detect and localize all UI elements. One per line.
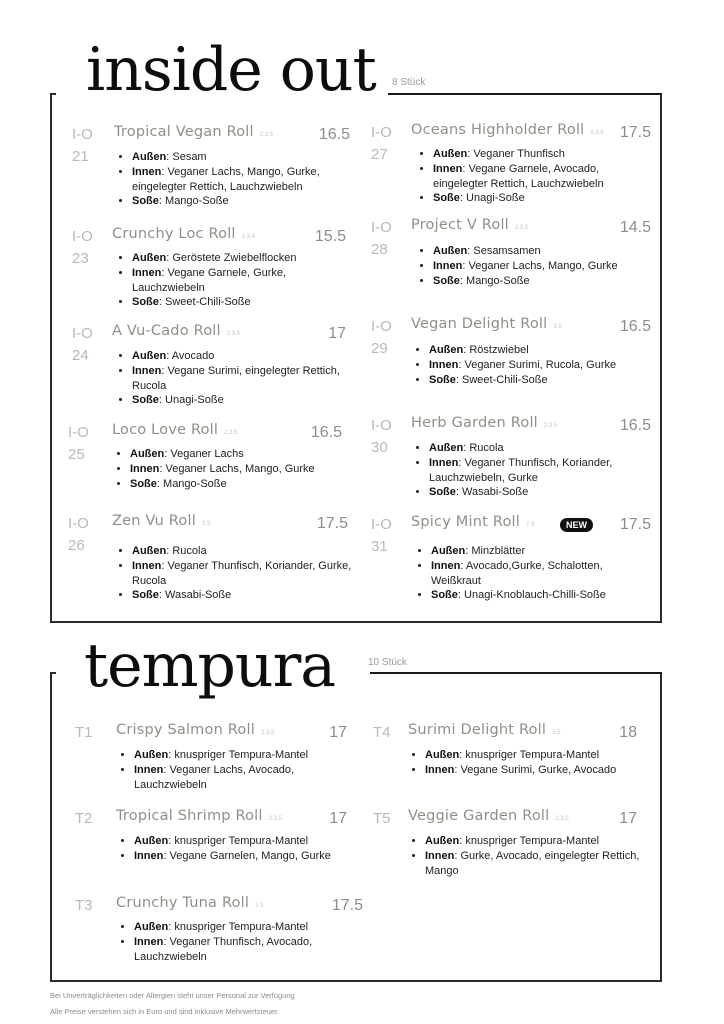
item-price: 17: [619, 810, 637, 827]
allergen-codes: 2.3.5: [259, 132, 274, 138]
ingredient-outside: • Außen: knuspriger Tempura-Mantel: [134, 748, 354, 763]
item-code: T1: [75, 724, 93, 741]
item-code: [371, 217, 407, 261]
ingredient-list: [409, 748, 665, 778]
ingredient-list: [413, 343, 669, 387]
code-number: 25: [68, 446, 85, 463]
allergen-codes: 2.3.5: [590, 130, 604, 136]
ingredient-inside: • Innen: Veganer Thunfisch, Koriander, Gurke, Rucola: [132, 559, 352, 589]
menu-item-io-23: [72, 226, 352, 316]
code-prefix: I-O: [68, 424, 89, 441]
ingredient-sauce: • Soße: Unagi-Knoblauch-Chilli-Soße: [431, 588, 651, 603]
item-price: 16.5: [318, 126, 350, 143]
menu-item-t1: [75, 722, 355, 802]
ingredient-inside: • Innen: Veganer Lachs, Avocado, Lauchzwiebeln: [134, 763, 354, 793]
code-prefix: I-O: [371, 219, 392, 236]
ingredient-list: [116, 349, 342, 408]
ingredient-sauce: • Soße: Unagi-Soße: [433, 191, 653, 206]
allergen-codes: 2.3.5: [224, 430, 238, 436]
allergen-codes: 2.3.5: [226, 331, 241, 337]
allergen-codes: 3.5: [552, 730, 561, 736]
ingredient-outside: • Außen: Rucola: [429, 441, 659, 456]
ingredient-sauce: • Soße: Unagi-Soße: [132, 393, 342, 408]
ingredient-inside: • Innen: Veganer Lachs, Mango, Gurke: [130, 462, 360, 477]
menu-item-io-28: [371, 217, 655, 297]
ingredient-outside: • Außen: knuspriger Tempura-Mantel: [134, 920, 354, 935]
allergen-codes: 2.3.5: [268, 816, 283, 822]
ingredient-sauce: • Soße: Wasabi-Soße: [429, 485, 659, 500]
ingredient-outside: • Außen: Veganer Thunfisch: [433, 147, 653, 162]
item-price: 17.5: [619, 516, 651, 533]
code-prefix: I-O: [72, 325, 93, 342]
item-name: Project V Roll: [411, 217, 509, 233]
piece-count-inside-out: 8 Stück: [392, 77, 426, 88]
ingredient-inside: • Innen: Veganer Thunfisch, Avocado, Lauchzwiebeln: [134, 935, 354, 965]
code-prefix: I-O: [371, 124, 392, 141]
item-name: Surimi Delight Roll: [408, 722, 547, 738]
item-name: Crispy Salmon Roll: [116, 722, 255, 738]
item-code: [371, 316, 407, 360]
menu-item-io-27: [371, 122, 655, 212]
ingredient-outside: • Außen: knuspriger Tempura-Mantel: [425, 834, 645, 849]
item-name: Loco Love Roll: [112, 422, 219, 438]
item-name: Oceans Highholder Roll: [411, 122, 585, 138]
item-code: [72, 124, 108, 168]
frame-top-line: [370, 672, 662, 674]
frame-corner: [50, 672, 56, 674]
item-code: T3: [75, 897, 93, 914]
ingredient-list: [116, 150, 352, 209]
ingredient-outside: • Außen: Sesamsamen: [433, 244, 663, 259]
ingredient-list: [118, 748, 354, 792]
code-number: 28: [371, 241, 388, 258]
frame-corner: [50, 93, 56, 95]
ingredient-list: [116, 251, 342, 310]
ingredient-outside: • Außen: Sesam: [132, 150, 352, 165]
item-code: T5: [373, 810, 391, 827]
frame-top-line: [388, 93, 662, 95]
code-number: 26: [68, 537, 85, 554]
ingredient-outside: • Außen: Geröstete Zwiebelflocken: [132, 251, 342, 266]
code-number: 27: [371, 146, 388, 163]
ingredient-list: [417, 244, 663, 288]
ingredient-inside: • Innen: Vegane Garnele, Avocado, eingelegter Rettich, Lauchzwiebeln: [433, 162, 653, 192]
code-number: 24: [72, 347, 89, 364]
ingredient-sauce: • Soße: Mango-Soße: [433, 274, 663, 289]
price-notice: Alle Preise verstehen sich in Euro und sind inklusive Mehrwertsteuer.: [50, 1007, 280, 1016]
menu-item-t3: [75, 895, 365, 975]
item-name: Zen Vu Roll: [112, 513, 196, 529]
allergy-notice: Bei Unverträglichkeiten oder Allergien steht unser Personal zur Verfügung: [50, 991, 295, 1000]
ingredient-inside: • Innen: Veganer Lachs, Mango, Gurke: [433, 259, 663, 274]
allergen-codes: 2.3.5: [260, 730, 275, 736]
item-name: A Vu-Cado Roll: [112, 323, 221, 339]
code-prefix: I-O: [371, 318, 392, 335]
code-number: 30: [371, 439, 388, 456]
ingredient-outside: • Außen: knuspriger Tempura-Mantel: [425, 748, 665, 763]
item-price: 17: [329, 724, 347, 741]
item-code: [68, 513, 104, 557]
allergen-codes: 2.3.5: [514, 225, 529, 231]
code-prefix: I-O: [371, 417, 392, 434]
ingredient-outside: • Außen: Minzblätter: [431, 544, 651, 559]
ingredient-list: [409, 834, 645, 878]
allergen-codes: 2.3.4: [241, 234, 256, 240]
allergen-codes: 2.3.5: [555, 816, 569, 822]
piece-count-tempura: 10 Stück: [368, 657, 407, 668]
ingredient-inside: • Innen: Avocado,Gurke, Schalotten, Weißkraut: [431, 559, 651, 589]
item-price: 18: [619, 724, 637, 741]
code-number: 29: [371, 340, 388, 357]
ingredient-outside: • Außen: Rucola: [132, 544, 352, 559]
ingredient-outside: • Außen: Avocado: [132, 349, 342, 364]
item-code: [68, 422, 104, 466]
item-price: 15.5: [314, 228, 346, 245]
menu-item-t5: [373, 808, 653, 888]
item-price: 17.5: [331, 897, 363, 914]
item-code: [72, 323, 108, 367]
ingredient-list: [118, 920, 354, 964]
allergen-codes: 2.3.5: [543, 423, 558, 429]
item-price: 14.5: [619, 219, 651, 236]
item-name: Crunchy Tuna Roll: [116, 895, 250, 911]
allergen-codes: 2.3: [255, 903, 264, 909]
code-prefix: I-O: [68, 515, 89, 532]
code-number: 21: [72, 148, 89, 165]
item-name: Spicy Mint Roll: [411, 514, 520, 530]
ingredient-sauce: • Soße: Sweet-Chili-Soße: [429, 373, 669, 388]
ingredient-inside: • Innen: Vegane Garnelen, Mango, Gurke: [134, 849, 344, 864]
menu-item-t4: [373, 722, 653, 802]
ingredient-sauce: • Soße: Mango-Soße: [130, 477, 360, 492]
item-name: Veggie Garden Roll: [408, 808, 550, 824]
ingredient-list: [116, 544, 352, 603]
item-code: [371, 415, 407, 459]
menu-item-io-30: [371, 415, 655, 505]
item-name: Tropical Vegan Roll: [114, 124, 254, 140]
item-code: T4: [373, 724, 391, 741]
item-price: 17: [328, 325, 346, 342]
ingredient-list: [413, 441, 659, 500]
item-code: [371, 122, 407, 166]
item-price: 17: [329, 810, 347, 827]
ingredient-inside: • Innen: Gurke, Avocado, eingelegter Rettich, Mango: [425, 849, 645, 879]
ingredient-outside: • Außen: Röstzwiebel: [429, 343, 669, 358]
menu-item-io-29: [371, 316, 655, 396]
code-prefix: I-O: [72, 228, 93, 245]
menu-item-t2: [75, 808, 355, 888]
item-name: Crunchy Loc Roll: [112, 226, 236, 242]
code-prefix: I-O: [371, 516, 392, 533]
section-title-inside-out: inside out: [86, 35, 376, 105]
ingredient-inside: • Innen: Veganer Thunfisch, Koriander, Lauchzwiebeln, Gurke: [429, 456, 659, 486]
menu-item-io-24: [72, 323, 352, 413]
code-number: 31: [371, 538, 388, 555]
item-price: 16.5: [619, 417, 651, 434]
ingredient-inside: • Innen: Vegane Garnele, Gurke, Lauchzwiebeln: [132, 266, 342, 296]
item-code: [371, 514, 407, 558]
code-prefix: I-O: [72, 126, 93, 143]
section-title-tempura: tempura: [84, 631, 336, 701]
menu-item-io-21: [72, 124, 352, 214]
ingredient-list: [417, 147, 653, 206]
menu-item-io-31: [371, 514, 655, 604]
item-price: 16.5: [310, 424, 342, 441]
item-price: 17.5: [316, 515, 348, 532]
ingredient-sauce: • Soße: Wasabi-Soße: [132, 588, 352, 603]
item-name: Tropical Shrimp Roll: [116, 808, 263, 824]
ingredient-sauce: • Soße: Sweet-Chili-Soße: [132, 295, 342, 310]
ingredient-list: [415, 544, 651, 603]
menu-item-io-25: [68, 422, 348, 502]
new-badge: NEW: [560, 518, 593, 532]
item-code: T2: [75, 810, 93, 827]
item-price: 16.5: [619, 318, 651, 335]
allergen-codes: 3.5: [553, 324, 562, 330]
ingredient-outside: • Außen: knuspriger Tempura-Mantel: [134, 834, 344, 849]
menu-item-io-26: [68, 513, 352, 603]
ingredient-inside: • Innen: Vegane Surimi, Gurke, Avocado: [425, 763, 665, 778]
allergen-codes: 7.9: [525, 522, 535, 528]
ingredient-list: [118, 834, 344, 864]
ingredient-list: [114, 447, 360, 491]
item-price: 17.5: [619, 124, 651, 141]
item-code: [72, 226, 108, 270]
item-name: Vegan Delight Roll: [411, 316, 548, 332]
ingredient-inside: • Innen: Vegane Surimi, eingelegter Rettich, Rucola: [132, 364, 342, 394]
code-number: 23: [72, 250, 89, 267]
ingredient-sauce: • Soße: Mango-Soße: [132, 194, 352, 209]
allergen-codes: 3.5: [201, 521, 211, 527]
item-name: Herb Garden Roll: [411, 415, 538, 431]
ingredient-outside: • Außen: Veganer Lachs: [130, 447, 360, 462]
ingredient-inside: • Innen: Veganer Lachs, Mango, Gurke, eingelegter Rettich, Lauchzwiebeln: [132, 165, 352, 195]
ingredient-inside: • Innen: Veganer Surimi, Rucola, Gurke: [429, 358, 669, 373]
